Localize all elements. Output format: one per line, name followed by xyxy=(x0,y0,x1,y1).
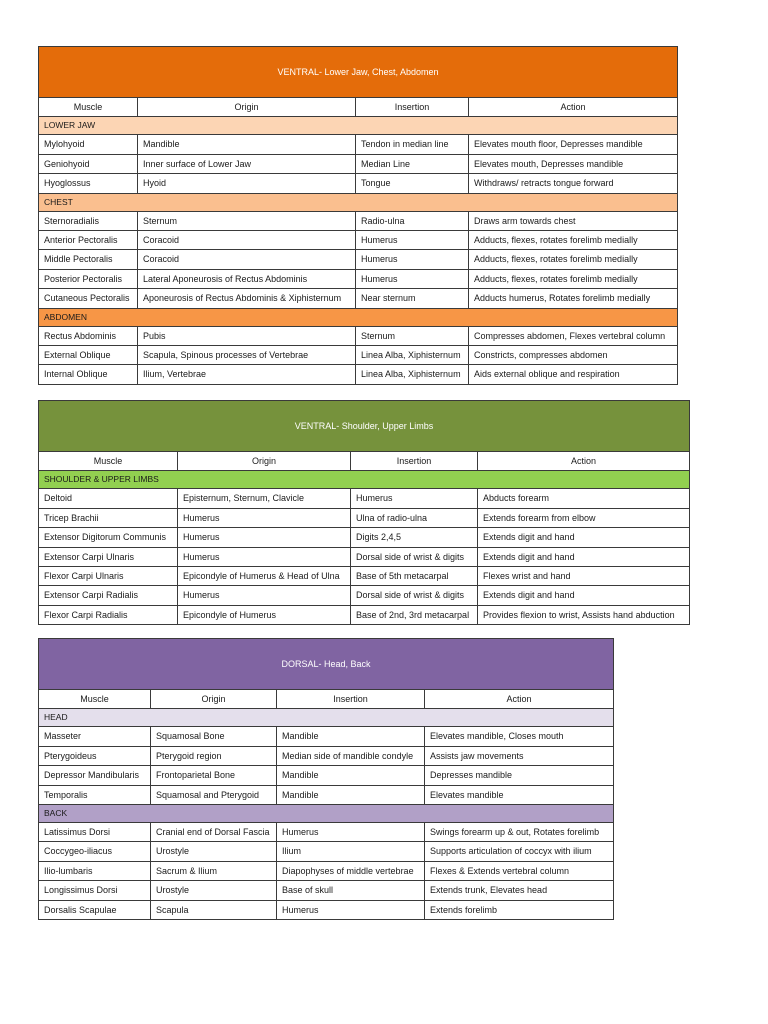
origin-cell: Epicondyle of Humerus & Head of Ulna xyxy=(178,567,351,586)
insertion-cell: Sternum xyxy=(356,326,469,345)
origin-cell: Coracoid xyxy=(138,231,356,250)
origin-cell: Sacrum & Ilium xyxy=(151,861,277,880)
table-row xyxy=(39,567,690,586)
column-header-muscle: Muscle xyxy=(39,690,151,709)
insertion-cell: Humerus xyxy=(351,489,478,508)
insertion-cell: Near sternum xyxy=(356,289,469,308)
column-header-action: Action xyxy=(469,98,678,117)
muscle-cell: Middle Pectoralis xyxy=(39,250,138,269)
origin-cell: Humerus xyxy=(178,547,351,566)
action-cell: Provides flexion to wrist, Assists hand abduction xyxy=(478,605,690,624)
origin-cell: Pterygoid region xyxy=(151,746,277,765)
origin-cell: Frontoparietal Bone xyxy=(151,766,277,785)
table-title: DORSAL- Head, Back xyxy=(39,639,614,690)
origin-cell: Humerus xyxy=(178,586,351,605)
origin-cell: Scapula, Spinous processes of Vertebrae xyxy=(138,346,356,365)
muscle-cell: Depressor Mandibularis xyxy=(39,766,151,785)
muscle-cell: Ilio-lumbaris xyxy=(39,861,151,880)
action-cell: Elevates mouth, Depresses mandible xyxy=(469,154,678,173)
insertion-cell: Ulna of radio-ulna xyxy=(351,508,478,527)
muscle-cell: Deltoid xyxy=(39,489,178,508)
section-title: HEAD xyxy=(39,709,614,727)
origin-cell: Aponeurosis of Rectus Abdominis & Xiphisternum xyxy=(138,289,356,308)
table-title: VENTRAL- Lower Jaw, Chest, Abdomen xyxy=(39,47,678,98)
action-cell: Constricts, compresses abdomen xyxy=(469,346,678,365)
column-header-origin: Origin xyxy=(151,690,277,709)
insertion-cell: Median Line xyxy=(356,154,469,173)
action-cell: Draws arm towards chest xyxy=(469,211,678,230)
origin-cell: Urostyle xyxy=(151,881,277,900)
action-cell: Extends digit and hand xyxy=(478,528,690,547)
muscle-cell: Rectus Abdominis xyxy=(39,326,138,345)
action-cell: Adducts, flexes, rotates forelimb medially xyxy=(469,231,678,250)
origin-cell: Scapula xyxy=(151,900,277,919)
action-cell: Elevates mandible xyxy=(425,785,614,804)
table-row xyxy=(39,605,690,624)
header-row xyxy=(39,452,690,471)
insertion-cell: Linea Alba, Xiphisternum xyxy=(356,365,469,384)
action-cell: Extends digit and hand xyxy=(478,586,690,605)
origin-cell: Mandible xyxy=(138,135,356,154)
table-title: VENTRAL- Shoulder, Upper Limbs xyxy=(39,401,690,452)
section-title: SHOULDER & UPPER LIMBS xyxy=(39,471,690,489)
action-cell: Adducts, flexes, rotates forelimb medially xyxy=(469,250,678,269)
action-cell: Aids external oblique and respiration xyxy=(469,365,678,384)
muscle-cell: Posterior Pectoralis xyxy=(39,269,138,288)
section-header-row xyxy=(39,709,614,727)
action-cell: Abducts forearm xyxy=(478,489,690,508)
origin-cell: Cranial end of Dorsal Fascia xyxy=(151,823,277,842)
insertion-cell: Base of 2nd, 3rd metacarpal xyxy=(351,605,478,624)
header-row xyxy=(39,690,614,709)
table-title-row xyxy=(39,401,690,452)
action-cell: Extends forelimb xyxy=(425,900,614,919)
muscle-cell: Anterior Pectoralis xyxy=(39,231,138,250)
table-title-row xyxy=(39,47,678,98)
table-row xyxy=(39,586,690,605)
section-title: LOWER JAW xyxy=(39,117,678,135)
table-row xyxy=(39,508,690,527)
table-row xyxy=(39,211,678,230)
action-cell: Depresses mandible xyxy=(425,766,614,785)
table-row xyxy=(39,547,690,566)
table-row xyxy=(39,746,614,765)
column-header-muscle: Muscle xyxy=(39,452,178,471)
ventral-lower-jaw-chest-abdomen-table xyxy=(38,46,678,385)
muscle-cell: Longissimus Dorsi xyxy=(39,881,151,900)
insertion-cell: Humerus xyxy=(356,231,469,250)
origin-cell: Humerus xyxy=(178,508,351,527)
table-row xyxy=(39,231,678,250)
table-row xyxy=(39,900,614,919)
section-header-row xyxy=(39,805,614,823)
column-header-insertion: Insertion xyxy=(277,690,425,709)
origin-cell: Episternum, Sternum, Clavicle xyxy=(178,489,351,508)
muscle-cell: Dorsalis Scapulae xyxy=(39,900,151,919)
table-row xyxy=(39,881,614,900)
action-cell: Elevates mouth floor, Depresses mandible xyxy=(469,135,678,154)
insertion-cell: Humerus xyxy=(356,250,469,269)
table-row xyxy=(39,289,678,308)
insertion-cell: Base of 5th metacarpal xyxy=(351,567,478,586)
muscle-cell: Masseter xyxy=(39,727,151,746)
table-row xyxy=(39,528,690,547)
table-row xyxy=(39,135,678,154)
table-row xyxy=(39,823,614,842)
table-row xyxy=(39,785,614,804)
ventral-shoulder-upper-limbs-table xyxy=(38,400,690,625)
table-title-row xyxy=(39,639,614,690)
origin-cell: Squamosal and Pterygoid xyxy=(151,785,277,804)
table-row xyxy=(39,365,678,384)
insertion-cell: Digits 2,4,5 xyxy=(351,528,478,547)
muscle-cell: Coccygeo-iliacus xyxy=(39,842,151,861)
origin-cell: Pubis xyxy=(138,326,356,345)
table-row xyxy=(39,842,614,861)
header-row xyxy=(39,98,678,117)
action-cell: Flexes & Extends vertebral column xyxy=(425,861,614,880)
insertion-cell: Dorsal side of wrist & digits xyxy=(351,547,478,566)
insertion-cell: Humerus xyxy=(277,900,425,919)
muscle-cell: Pterygoideus xyxy=(39,746,151,765)
origin-cell: Urostyle xyxy=(151,842,277,861)
table-row xyxy=(39,250,678,269)
insertion-cell: Humerus xyxy=(277,823,425,842)
action-cell: Extends digit and hand xyxy=(478,547,690,566)
muscle-cell: Extensor Carpi Ulnaris xyxy=(39,547,178,566)
insertion-cell: Mandible xyxy=(277,785,425,804)
origin-cell: Sternum xyxy=(138,211,356,230)
origin-cell: Hyoid xyxy=(138,174,356,193)
muscle-cell: Latissimus Dorsi xyxy=(39,823,151,842)
section-title: BACK xyxy=(39,805,614,823)
origin-cell: Humerus xyxy=(178,528,351,547)
table-row xyxy=(39,269,678,288)
table-row xyxy=(39,326,678,345)
insertion-cell: Ilium xyxy=(277,842,425,861)
section-header-row xyxy=(39,193,678,211)
origin-cell: Lateral Aponeurosis of Rectus Abdominis xyxy=(138,269,356,288)
section-header-row xyxy=(39,471,690,489)
insertion-cell: Median side of mandible condyle xyxy=(277,746,425,765)
muscle-cell: Tricep Brachii xyxy=(39,508,178,527)
action-cell: Supports articulation of coccyx with ilium xyxy=(425,842,614,861)
table-row xyxy=(39,346,678,365)
action-cell: Compresses abdomen, Flexes vertebral column xyxy=(469,326,678,345)
column-header-origin: Origin xyxy=(178,452,351,471)
origin-cell: Squamosal Bone xyxy=(151,727,277,746)
origin-cell: Ilium, Vertebrae xyxy=(138,365,356,384)
column-header-insertion: Insertion xyxy=(351,452,478,471)
muscle-cell: Hyoglossus xyxy=(39,174,138,193)
column-header-origin: Origin xyxy=(138,98,356,117)
action-cell: Extends forearm from elbow xyxy=(478,508,690,527)
table-row xyxy=(39,489,690,508)
muscle-cell: Flexor Carpi Ulnaris xyxy=(39,567,178,586)
origin-cell: Inner surface of Lower Jaw xyxy=(138,154,356,173)
section-header-row xyxy=(39,308,678,326)
insertion-cell: Dorsal side of wrist & digits xyxy=(351,586,478,605)
action-cell: Flexes wrist and hand xyxy=(478,567,690,586)
insertion-cell: Mandible xyxy=(277,727,425,746)
action-cell: Extends trunk, Elevates head xyxy=(425,881,614,900)
muscle-cell: Geniohyoid xyxy=(39,154,138,173)
dorsal-head-back-table xyxy=(38,638,614,920)
action-cell: Adducts humerus, Rotates forelimb medially xyxy=(469,289,678,308)
section-header-row xyxy=(39,117,678,135)
table-row xyxy=(39,154,678,173)
section-title: CHEST xyxy=(39,193,678,211)
action-cell: Elevates mandible, Closes mouth xyxy=(425,727,614,746)
insertion-cell: Humerus xyxy=(356,269,469,288)
table-row xyxy=(39,727,614,746)
table-row xyxy=(39,766,614,785)
muscle-cell: Cutaneous Pectoralis xyxy=(39,289,138,308)
action-cell: Withdraws/ retracts tongue forward xyxy=(469,174,678,193)
muscle-cell: Flexor Carpi Radialis xyxy=(39,605,178,624)
column-header-action: Action xyxy=(425,690,614,709)
insertion-cell: Tongue xyxy=(356,174,469,193)
insertion-cell: Base of skull xyxy=(277,881,425,900)
insertion-cell: Diapophyses of middle vertebrae xyxy=(277,861,425,880)
origin-cell: Coracoid xyxy=(138,250,356,269)
insertion-cell: Mandible xyxy=(277,766,425,785)
action-cell: Swings forearm up & out, Rotates forelimb xyxy=(425,823,614,842)
insertion-cell: Radio-ulna xyxy=(356,211,469,230)
insertion-cell: Tendon in median line xyxy=(356,135,469,154)
muscle-cell: Sternoradialis xyxy=(39,211,138,230)
insertion-cell: Linea Alba, Xiphisternum xyxy=(356,346,469,365)
section-title: ABDOMEN xyxy=(39,308,678,326)
muscle-cell: External Oblique xyxy=(39,346,138,365)
muscle-cell: Internal Oblique xyxy=(39,365,138,384)
action-cell: Assists jaw movements xyxy=(425,746,614,765)
column-header-insertion: Insertion xyxy=(356,98,469,117)
origin-cell: Epicondyle of Humerus xyxy=(178,605,351,624)
muscle-cell: Extensor Carpi Radialis xyxy=(39,586,178,605)
table-row xyxy=(39,861,614,880)
muscle-cell: Mylohyoid xyxy=(39,135,138,154)
column-header-muscle: Muscle xyxy=(39,98,138,117)
column-header-action: Action xyxy=(478,452,690,471)
muscle-cell: Extensor Digitorum Communis xyxy=(39,528,178,547)
action-cell: Adducts, flexes, rotates forelimb medially xyxy=(469,269,678,288)
table-row xyxy=(39,174,678,193)
muscle-cell: Temporalis xyxy=(39,785,151,804)
